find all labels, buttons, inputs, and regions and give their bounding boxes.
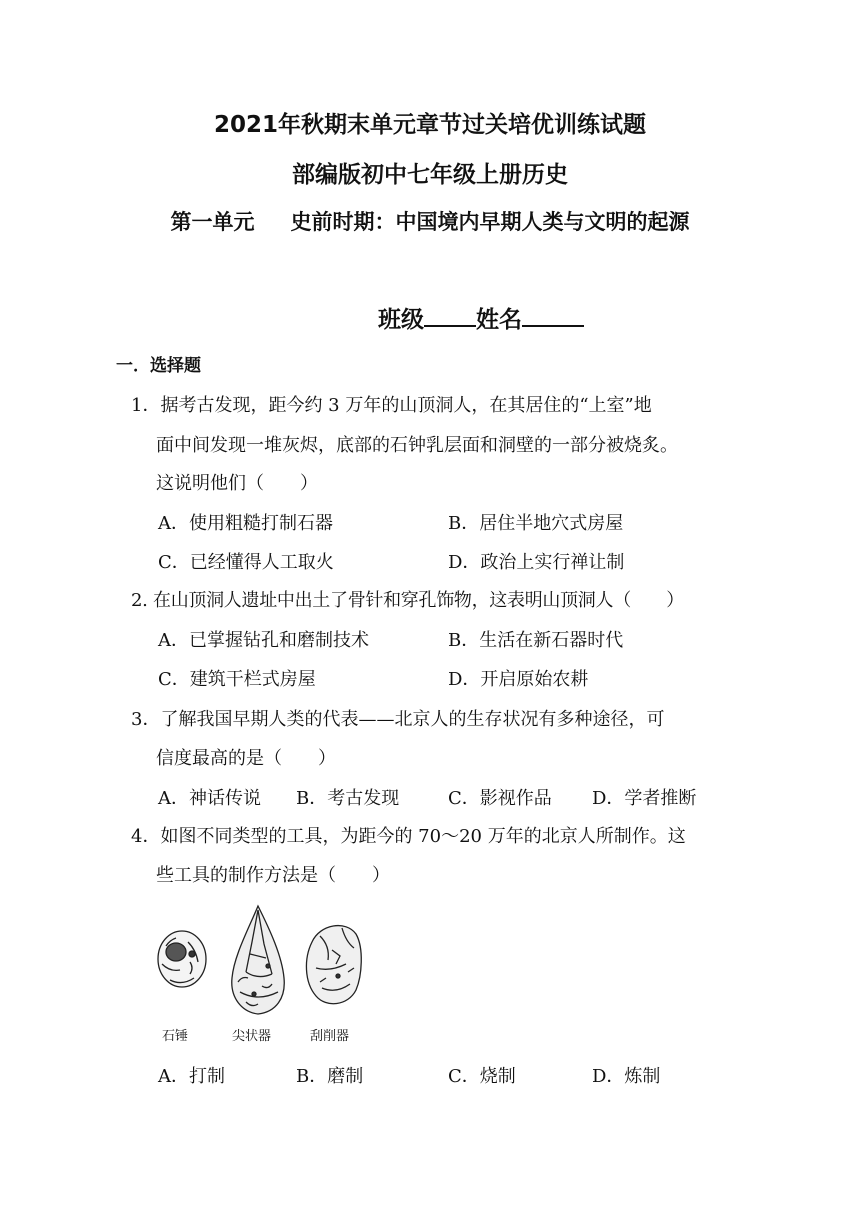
class-label: 班级 [378,307,424,333]
option-b: B．居住半地穴式房屋 [448,513,624,534]
stone-tools-illustration [150,902,370,1052]
option-c: C．建筑干栏式房屋 [158,669,316,690]
option-c: C．烧制 [448,1066,516,1087]
option-c: C．影视作品 [448,788,552,809]
option-b: B．磨制 [296,1066,364,1087]
question-line: 面中间发现一堆灰烬，底部的石钟乳层面和洞壁的一部分被烧炙。 [156,435,678,456]
scraper-drawing [306,926,361,1004]
exam-title: 2021年秋期末单元章节过关培优训练试题 [213,112,646,138]
option-d: D．炼制 [592,1066,661,1087]
figure-label-point: 尖状器 [232,1029,272,1044]
section-heading: 一．选择题 [116,356,201,376]
unit-title: 史前时期：中国境内早期人类与文明的起源 [290,210,690,234]
question-line: 这说明他们（ ） [156,473,318,494]
student-info [378,301,584,334]
option-d: D．开启原始农耕 [448,669,589,690]
question-line: 信度最高的是（ ） [156,748,336,769]
figure-label-scraper: 刮削器 [310,1029,350,1044]
option-d: D．学者推断 [592,788,697,809]
question-line: 些工具的制作方法是（ ） [156,865,390,886]
option-d: D．政治上实行禅让制 [448,552,625,573]
question-line: 2. 在山顶洞人遗址中出土了骨针和穿孔饰物，这表明山顶洞人（ ） [131,590,684,611]
unit-heading [0,206,860,236]
option-a: A．已掌握钻孔和磨制技术 [158,630,369,651]
question-line: 3．了解我国早期人类的代表——北京人的生存状况有多种途径，可 [131,709,665,730]
stone-tools-figure [150,902,370,1052]
hammerstone-drawing [158,931,206,987]
option-a: A．打制 [158,1066,225,1087]
option-c: C．已经懂得人工取火 [158,552,334,573]
unit-label: 第一单元 [170,210,255,234]
question-line: 4．如图不同类型的工具，为距今的 70～20 万年的北京人所制作。这 [131,826,686,847]
option-b: B．生活在新石器时代 [448,630,624,651]
option-b: B．考古发现 [296,788,400,809]
question-line: 1．据考古发现，距今约 3 万年的山顶洞人，在其居住的“上室”地 [131,395,652,416]
exam-subtitle: 部编版初中七年级上册历史 [292,162,568,188]
option-a: A．使用粗糙打制石器 [158,513,333,534]
figure-label-hammerstone: 石锤 [162,1029,189,1044]
pointed-tool-drawing [232,906,284,1014]
name-label: 姓名 [476,307,522,333]
name-blank[interactable] [522,303,584,327]
class-blank[interactable] [424,303,476,327]
option-a: A．神话传说 [158,788,261,809]
